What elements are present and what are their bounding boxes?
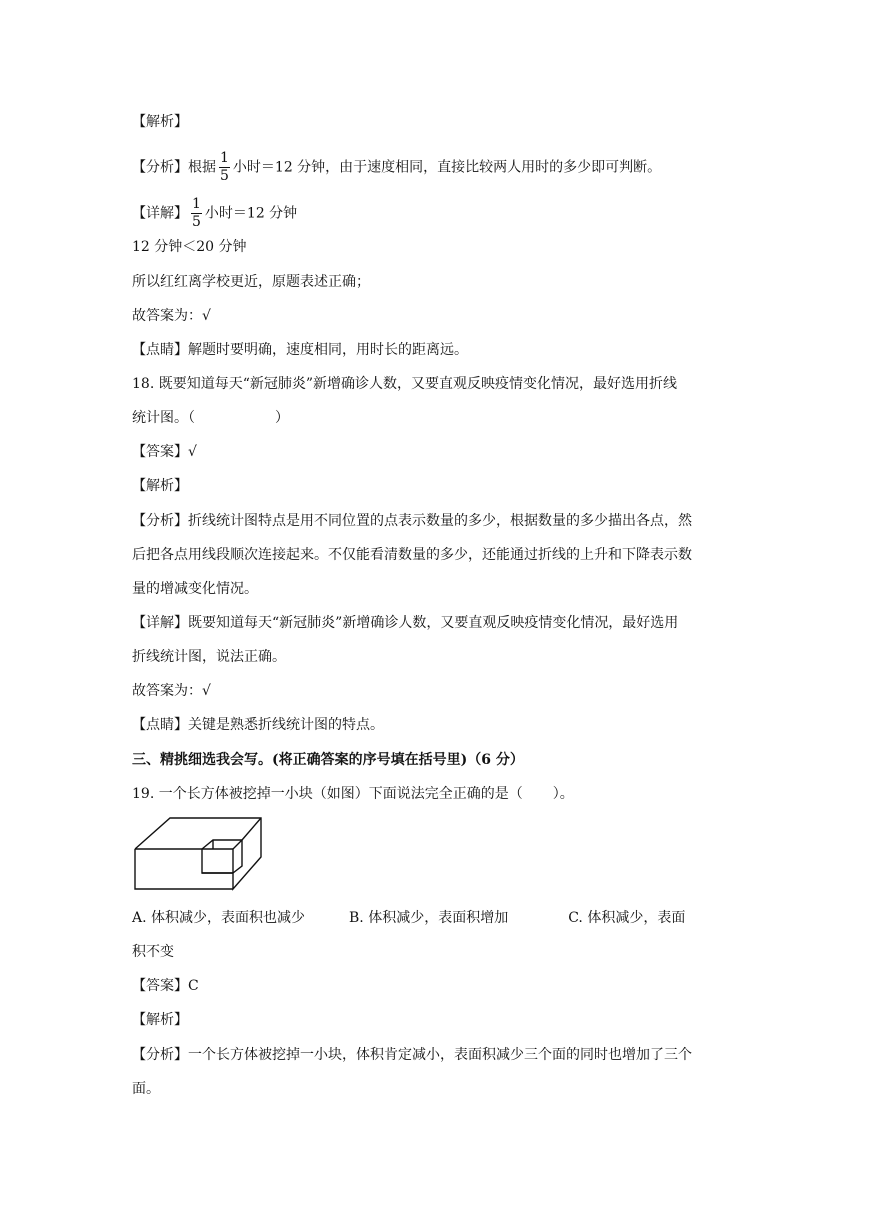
answer-line: 故答案为：√	[132, 308, 211, 324]
answer-line: 【答案】C	[132, 978, 199, 994]
detail-line	[132, 196, 297, 231]
analysis-line: 面。	[132, 1081, 160, 1097]
question-18: 18. 既要知道每天“新冠肺炎”新增确诊人数，又要直观反映疫情变化情况，最好选用折线	[132, 376, 678, 392]
answer-line: 故答案为：√	[132, 683, 211, 699]
analysis-line	[132, 150, 661, 185]
analysis-line: 【分析】折线统计图特点是用不同位置的点表示数量的多少，根据数量的多少描出各点，然	[132, 513, 692, 529]
options-line	[132, 908, 685, 928]
analysis-heading: 【解析】	[132, 1012, 188, 1028]
analysis-text: 小时＝12 分钟，由于速度相同，直接比较两人用时的多少即可判断。	[232, 159, 662, 176]
cuboid-figure	[132, 815, 264, 895]
option-a: A. 体积减少，表面积也减少	[132, 910, 306, 926]
detail-line: 【详解】既要知道每天“新冠肺炎”新增确诊人数，又要直观反映疫情变化情况，最好选用	[132, 615, 679, 631]
fraction: $\frac{1}{5}$	[192, 196, 201, 230]
analysis-heading: 【解析】	[132, 114, 188, 130]
fraction: $\frac{1}{5}$	[220, 150, 229, 184]
analysis-line: 【分析】一个长方体被挖掉一小块，体积肯定减小，表面积减少三个面的同时也增加了三个	[132, 1047, 692, 1063]
analysis-line: 量的增减变化情况。	[132, 581, 258, 597]
section-heading: 三、精挑细选我会写。(将正确答案的序号填在括号里)（6 分）	[132, 752, 524, 768]
question-18-cont: 统计图。（ ）	[132, 410, 289, 426]
options-line-cont: 积不变	[132, 944, 174, 960]
question-19: 19. 一个长方体被挖掉一小块（如图）下面说法完全正确的是（ ）。	[132, 786, 574, 802]
detail-line: 折线统计图，说法正确。	[132, 649, 286, 665]
analysis-text: 【分析】根据	[132, 159, 216, 176]
analysis-line: 后把各点用线段顺次连接起来。不仅能看清数量的多少，还能通过折线的上升和下降表示数	[132, 547, 692, 563]
analysis-heading: 【解析】	[132, 478, 188, 494]
detail-text: 小时＝12 分钟	[204, 205, 298, 222]
tip-line: 【点睛】解题时要明确，速度相同，用时长的距离远。	[132, 342, 468, 358]
text-line: 所以红红离学校更近，原题表述正确；	[132, 274, 370, 290]
text-line: 12 分钟＜20 分钟	[132, 239, 247, 255]
option-c: C. 体积减少，表面	[568, 910, 686, 926]
detail-text: 【详解】	[132, 205, 188, 222]
tip-line: 【点睛】关键是熟悉折线统计图的特点。	[132, 717, 384, 733]
answer-line: 【答案】√	[132, 444, 197, 460]
option-b: B. 体积减少，表面积增加	[349, 910, 509, 926]
